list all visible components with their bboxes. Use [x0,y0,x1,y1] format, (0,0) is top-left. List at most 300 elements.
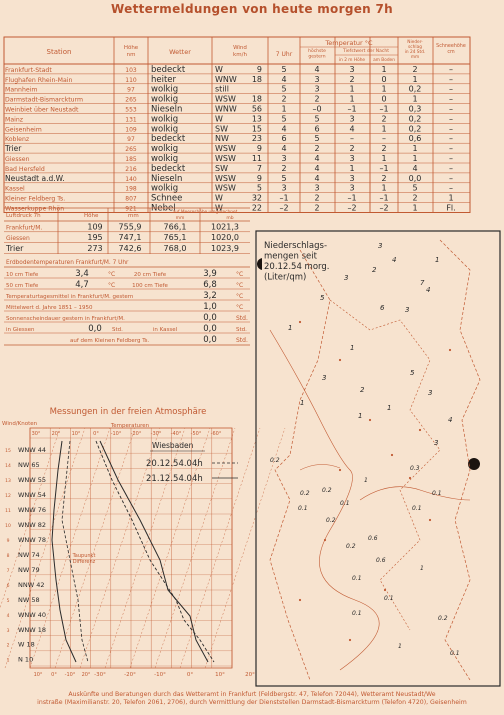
cell-t7: 6 [281,134,287,144]
cell-th: 4 [314,154,320,163]
station-hoehe: 131 [125,116,137,124]
weather-table [4,37,470,214]
header-hoehe: nm [126,52,136,58]
map-title: mengen seit [264,251,317,262]
cell-tb: 2 [381,173,387,183]
cell-t2: –1 [347,193,357,203]
ground-unit-1: °C [108,282,116,289]
height-km-label: 13 [5,478,11,484]
bottom-tick-small: 0° [51,672,57,678]
wind-speed: 13 [251,114,262,124]
cell-s: – [449,154,453,163]
cell-t7: 5 [281,114,287,124]
precipitation-value: 3 [322,374,327,382]
station-wetter: wolkig [151,124,179,135]
station-hoehe: 216 [125,165,137,173]
precipitation-value: 7 [420,279,425,287]
wind-reading: NW 65 [18,460,40,469]
wind-direction: NW [215,134,229,144]
pressure-mm-sea: 766,1 [163,222,187,232]
cell-t7: 5 [281,64,287,74]
precipitation-value: 3 [344,274,349,282]
taupunkt-label: Differenz [72,559,96,565]
cell-th: 2 [314,193,320,203]
temperature-label: Temperaturen [110,423,150,429]
cell-s: – [449,124,453,134]
city-dot [299,599,301,601]
pressure-station: Giessen [6,235,30,243]
pressure-mb: 1020,0 [211,233,239,243]
wind-direction: W [215,203,223,213]
station-wetter: Nieseln [151,173,183,184]
cell-t2: – [350,134,354,144]
cell-t7: 5 [281,84,287,94]
cell-s: – [449,64,453,74]
temp-mean-value: 3,2 [203,291,217,301]
height-km-label: 15 [5,449,11,454]
precipitation-value: 2 [360,386,365,394]
precipitation-value: 3 [428,389,433,397]
cell-n: 2 [412,64,418,74]
temp-mean-label: Temperaturtagesmittel in Frankfurt/M. gestern [6,294,134,300]
sunshine-frankfurt-unit: Std. [236,315,248,322]
height-km-label: 1 [6,658,10,664]
long-term-mean-label: Mittelwert d. Jahre 1851 – 1950 [6,305,93,311]
sunshine-frankfurt-value: 0,0 [203,313,217,323]
header-mm: mm [128,213,139,219]
city-dot [419,429,421,431]
precipitation-value: 0.1 [352,575,362,582]
cell-n: 1 [412,74,418,84]
header-luftdruck: Luftdruck 7h [6,213,41,219]
header-station: Station [46,48,72,56]
header-wind: km/h [233,52,247,58]
station-name: Bad Hersfeld [5,165,45,173]
cell-t7: 3 [281,154,287,163]
station-hoehe: 109 [125,126,137,134]
sunshine-feldberg-unit: Std. [236,337,248,344]
cell-th: 3 [314,183,320,193]
atmosphere-title: Messungen in der freien Atmosphäre [49,407,207,417]
header-mm2: mm [175,216,185,221]
station-hoehe: 185 [125,156,137,163]
cell-tb: 2 [381,144,387,154]
wind-direction: WSW [215,144,236,154]
top-tick-label: -50° [190,431,202,437]
precipitation-value: 1 [350,344,355,352]
page-title: Wettermeldungen von heute morgen 7h [111,2,393,16]
sunshine-feldberg-value: 0,0 [203,335,217,345]
cell-s: – [449,144,453,154]
cell-n: 0,2 [408,114,422,124]
cell-th: 4 [314,64,320,74]
cell-n: 4 [412,163,418,173]
header-schnee: Schneehöhe [436,44,466,49]
precipitation-value: 0.2 [326,517,336,524]
wind-speed: 22 [251,203,262,213]
station-wetter: heiter [151,74,177,85]
cell-n: 1 [412,154,418,163]
wind-direction: WSW [215,154,236,163]
cell-th: –0 [312,104,322,114]
station-wetter: wolkig [151,114,179,125]
station-hoehe: 140 [125,175,137,183]
sunshine-kassel-label: in Kassel [152,327,178,333]
cell-s: 1 [448,193,454,203]
station-wetter: bedeckt [151,163,186,174]
header-wind: Wind [233,45,247,51]
city-dot [369,419,371,421]
cell-t2: 3 [349,173,355,183]
height-km-label: 4 [6,613,10,619]
city-dot [339,359,341,361]
cell-t2: –1 [347,104,357,114]
map-border-west [270,250,330,680]
cell-n: 1 [412,203,418,213]
cell-t7: 4 [281,124,287,134]
cell-t2: 3 [349,154,355,163]
cell-s: – [449,74,453,84]
bottom-tick-label: 20° [245,672,255,678]
cell-s: – [449,183,453,193]
bottom-tick-label: -30° [94,672,106,678]
precipitation-value: 0.1 [412,505,422,512]
station-wetter: bedeckt [151,134,186,145]
wind-direction: SW [215,163,228,173]
map-border-inner [330,300,440,630]
precipitation-value: 5 [320,294,325,302]
header-hoehe: Höhe [123,45,139,51]
station-name: Darmstadt-Bismarckturm [5,96,84,104]
top-tick-label: -10° [110,431,122,437]
ground-temperature-table [4,260,250,345]
sunshine-feldberg-label: auf dem Kleinen Feldberg Ts. [70,338,150,344]
cell-tb: –1 [379,163,389,173]
precipitation-value: 4 [392,256,397,264]
wind-direction: still [215,84,229,94]
ground-unit-2: °C [236,282,244,289]
wind-speed: 15 [251,124,262,134]
precipitation-value: 0.2 [438,615,448,622]
height-km-label: 14 [5,463,11,469]
wind-reading: WNW 44 [18,446,47,454]
wind-direction: WSW [215,183,236,193]
map-river-main [360,487,470,500]
wind-speed: 9 [256,173,262,183]
bottom-tick-label: -20° [124,672,136,678]
pressure-station: Trier [6,243,24,253]
footer-line: Auskünfte und Beratungen durch das Wetteramt in Frankfurt (Feldbergstr. 47, Telefon 72044), Wetteramt Neustadt/We [68,691,436,698]
wind-reading: W 18 [18,640,35,649]
bottom-tick-small: 10° [33,672,43,678]
ground-label-1: 10 cm Tiefe [6,272,39,278]
header-hoechste: höchste [308,49,326,54]
city-dot [349,639,351,641]
wind-direction: W [215,193,223,203]
height-km-label: 12 [5,493,11,499]
dewpoint-line-1 [52,441,76,662]
map-title: Niederschlags- [264,241,328,251]
station-wetter: wolkig [151,144,179,155]
city-dot [339,469,341,471]
ground-label-1: 50 cm Tiefe [6,283,39,289]
station-name: Wasserkuppe Rhön [5,205,65,213]
cell-n: 0,6 [408,134,422,144]
cell-tb: 0 [381,94,387,104]
precipitation-value: 1 [358,412,363,420]
ground-unit-2: °C [236,271,244,278]
station-hoehe: 103 [125,66,137,74]
cell-t7: 2 [281,163,287,173]
precipitation-value: 5 [410,369,415,377]
sunshine-frankfurt-label: Sonnenscheindauer gestern in Frankfurt/M. [6,316,125,322]
wind-reading: N 10 [18,655,34,664]
cell-tb: 2 [381,114,387,124]
cell-th: 4 [314,163,320,173]
cell-th: 5 [314,134,320,144]
cell-th: 4 [314,173,320,183]
wind-speed: 23 [251,134,262,144]
top-tick-label: 20° [51,431,61,437]
station-hoehe: 921 [125,205,137,213]
ground-value-1: 4,7 [75,280,89,290]
height-km-label: 2 [6,643,10,649]
cell-tb: –2 [379,203,389,213]
table-border [4,37,470,213]
station-wetter: Schnee [151,193,183,204]
cell-t7: –2 [279,203,289,213]
wind-speed: 9 [256,144,262,154]
station-hoehe: 265 [125,96,137,104]
city-dot [299,321,301,323]
ground-label-2: 20 cm Tiefe [133,272,167,278]
cell-t2: 3 [349,114,355,124]
ground-value-2: 6,8 [203,280,217,290]
precipitation-value: 0.6 [376,557,386,564]
cell-t2: 2 [349,144,355,154]
precipitation-value: 1 [420,565,424,572]
header-niederschlag: in 24 Std. [404,50,426,55]
cell-th: 2 [314,94,320,104]
cell-th: 2 [314,203,320,213]
station-wetter: wolkig [151,84,179,95]
station-name: Kassel [5,185,25,193]
precipitation-value: 0.6 [368,535,378,542]
precipitation-value: 1 [300,399,305,407]
cell-t2: 4 [349,124,355,134]
cell-t2: 1 [349,84,355,94]
top-tick-label: 30° [31,431,41,437]
cell-s: – [449,173,453,183]
atmosphere-chart [0,407,285,678]
station-wetter: Nieseln [151,104,183,115]
height-km-label: 8 [6,553,10,559]
station-name: Mainz [5,116,24,124]
height-km-label: 7 [6,568,10,574]
precipitation-value: 0.1 [432,490,442,497]
wind-speed: 18 [251,74,262,84]
cell-n: 0,3 [408,104,422,114]
cell-n: 0,2 [408,124,422,134]
station-wetter: wolkig [151,94,179,105]
precipitation-value: 3 [378,242,383,250]
cell-n: 5 [412,183,418,193]
cell-th: 3 [314,84,320,94]
top-tick-label: -30° [150,431,162,437]
wind-direction: SW [215,124,228,134]
sounding-date-1: 20.12.54.04h [146,459,203,469]
precipitation-value: 4 [448,416,453,424]
wind-reading: NW 58 [18,595,40,604]
cell-th: 3 [314,74,320,84]
cell-tb: 1 [381,183,387,193]
cell-tb: 1 [381,84,387,94]
map-border-east [440,240,480,680]
height-km-label: 10 [5,523,11,529]
wind-speed: 7 [256,163,262,173]
sunshine-kassel-unit: Std. [236,327,247,333]
station-hoehe: 807 [125,195,137,203]
pressure-hoehe: 273 [87,243,103,253]
precipitation-value: 3 [434,439,439,447]
wind-direction: WNW [215,104,237,114]
taupunkt-label: Taupunkt [72,553,96,559]
station-name: Giessen [5,156,30,163]
top-tick-label: -60° [210,431,222,437]
header-temperatur: Temperatur °C [325,39,373,47]
station-hoehe: 553 [125,106,137,114]
pressure-mm-sea: 765,1 [163,233,187,243]
header-niederschlag: schlag [408,45,422,50]
cell-t7: 3 [281,183,287,193]
cell-tb: –1 [379,193,389,203]
header-hoehe: Höhe [84,213,99,219]
wind-reading: WNW 55 [18,475,47,484]
station-name: Koblenz [5,136,30,144]
ground-value-2: 3,9 [203,269,217,279]
city-dot [409,477,411,479]
precipitation-value: 0.2 [300,490,310,497]
station-name: Flughafen Rhein-Main [5,76,73,84]
cell-s: – [449,114,453,124]
header-tiefste-2m: in 2 m Höhe [338,58,366,63]
precipitation-value: 0.1 [352,610,362,617]
precipitation-value: 0.2 [322,487,332,494]
top-tick-label: -20° [130,431,142,437]
cell-n: 2 [412,193,418,203]
station-name: Kleiner Feldberg Ts. [5,195,66,203]
map-river-mosel [300,464,340,470]
station-name: Mannheim [5,86,38,94]
cell-n: 1 [412,94,418,104]
city-dot [324,539,326,541]
adiabat-line [205,428,285,668]
precipitation-value: 1 [288,324,293,332]
cell-t7: 4 [281,74,287,84]
precipitation-value: 0.1 [340,500,350,507]
cell-tb: 1 [381,64,387,74]
city-dot [449,349,451,351]
bottom-tick-small: -10° [64,672,76,678]
header-wetter: Wetter [169,48,191,56]
station-name: Wiesbaden [152,441,194,450]
pressure-table [4,205,250,254]
map-title: (Liter/qm) [264,272,307,283]
cell-t7: 5 [281,173,287,183]
cell-tb: 1 [381,124,387,134]
cell-tb: 0 [381,74,387,84]
height-km-label: 9 [6,538,10,544]
pressure-mm: 747,1 [118,233,142,243]
station-hoehe: 110 [125,76,137,84]
precipitation-value: 1 [364,477,368,484]
sunshine-giessen-value: 0,0 [88,324,102,334]
wind-reading: WNW 40 [18,610,47,619]
cell-s: – [449,94,453,104]
wind-speed: 5 [256,183,262,193]
precipitation-value: 2 [372,266,377,274]
precipitation-value: 0.1 [384,595,394,602]
top-tick-label: -40° [170,431,182,437]
cell-t2: –2 [347,203,357,213]
cell-s: – [449,163,453,173]
wind-reading: WNW 82 [18,520,47,529]
bottom-tick-label: -10° [154,672,166,678]
wind-speed: 9 [256,64,262,74]
cell-t2: 2 [349,74,355,84]
station-name: Trier [5,144,22,154]
wind-direction: WSW [215,94,236,104]
wind-reading: WNW 18 [18,625,47,634]
header-schnee: cm [447,50,455,55]
precipitation-value: 6 [380,304,385,312]
header-7uhr: 7 Uhr [275,51,293,58]
pressure-mm-sea: 768,0 [163,243,187,253]
cell-s: – [449,134,453,144]
wind-speed: 56 [251,104,262,114]
wind-speed: 18 [251,94,262,104]
wind-reading: WNW 78 [18,535,47,544]
header-mb: mb [226,216,234,221]
station-wetter: bedeckt [151,64,186,75]
station-hoehe: 198 [125,185,137,193]
wind-speed: 11 [251,154,262,163]
precipitation-value: 0.2 [346,543,356,550]
cell-t2: 1 [349,94,355,104]
footer-line: instraße (Maximilianstr. 20, Telefon 2061, 2706), durch Vermittlung der Dienststellen Darmstadt-Bismarckturm (Telefon 4720), Geisenheim [37,699,467,706]
bottom-tick-small: 20° [81,672,91,678]
height-km-label: 6 [6,583,10,589]
city-dot [429,519,431,521]
top-tick-label: 10° [71,431,81,437]
precipitation-value: 4 [426,286,431,294]
station-wetter: wolkig [151,154,179,164]
cell-n: 1 [412,144,418,154]
station-hoehe: 97 [127,136,135,144]
map-title: 20.12.54 morg. [264,262,330,272]
pressure-hoehe: 109 [87,222,103,232]
cell-th: 5 [314,114,320,124]
cell-t7: 1 [281,104,287,114]
top-tick-label: 0° [93,431,99,437]
sunshine-giessen-unit: Std. [112,327,123,333]
sunshine-kassel-value: 0,0 [203,324,217,334]
pressure-hoehe: 195 [87,233,103,243]
precipitation-value: 1 [387,404,392,412]
station-name: Geisenheim [5,126,42,134]
wind-reading: NW 74 [18,550,40,559]
city-dot [384,589,386,591]
